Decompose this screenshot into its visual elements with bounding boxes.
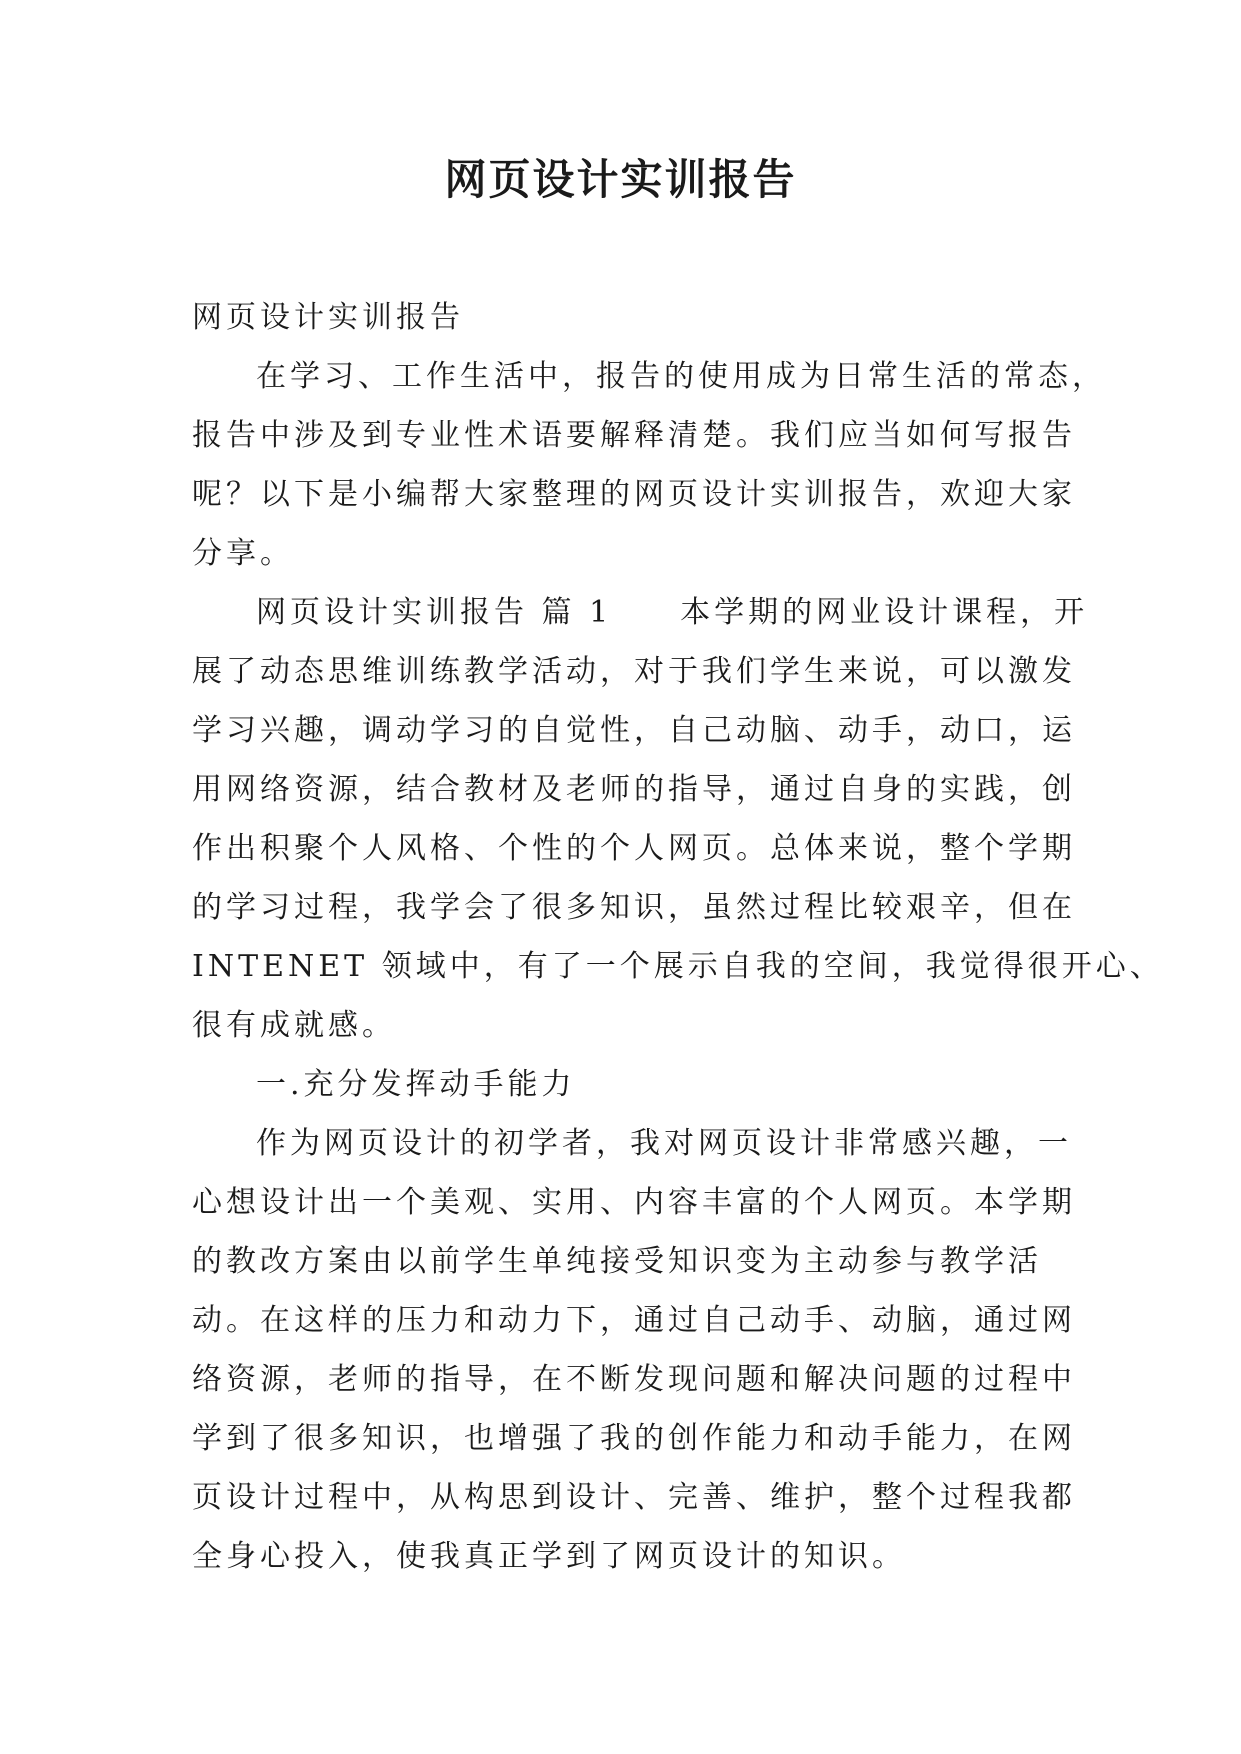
text-line: 报告中涉及到专业性术语要解释清楚。我们应当如何写报告 (192, 418, 1076, 453)
text-line: 动。在这样的压力和动力下，通过自己动手、动脑，通过网 (192, 1303, 1076, 1338)
document-title: 网页设计实训报告 (444, 155, 797, 204)
text-line: 在学习、工作生活中，报告的使用成为日常生活的常态， (256, 359, 1106, 394)
text-line: INTENET 领域中，有了一个展示自我的空间，我觉得很开心、 (192, 949, 1164, 984)
text-line: 一.充分发挥动手能力 (256, 1067, 576, 1102)
text-line: 的教改方案由以前学生单纯接受知识变为主动参与教学活 (192, 1244, 1042, 1279)
text-line: 网页设计实训报告 (192, 300, 464, 335)
text-line: 络资源，老师的指导，在不断发现问题和解决问题的过程中 (192, 1362, 1076, 1397)
text-line: 页设计过程中，从构思到设计、完善、维护，整个过程我都 (192, 1480, 1076, 1515)
text-line: 学习兴趣，调动学习的自觉性，自己动脑、动手，动口，运 (192, 713, 1076, 748)
text-line: 作为网页设计的初学者，我对网页设计非常感兴趣，一 (256, 1126, 1072, 1161)
text-line: 网页设计实训报告 篇 1 本学期的网业设计课程，开 (256, 595, 1089, 630)
text-line: 展了动态思维训练教学活动，对于我们学生来说，可以激发 (192, 654, 1076, 689)
text-line: 心想设计出一个美观、实用、内容丰富的个人网页。本学期 (192, 1185, 1076, 1220)
text-line: 分享。 (192, 536, 294, 571)
text-line: 很有成就感。 (192, 1008, 396, 1043)
text-line: 用网络资源，结合教材及老师的指导，通过自身的实践，创 (192, 772, 1076, 807)
text-line: 呢？以下是小编帮大家整理的网页设计实训报告，欢迎大家 (192, 477, 1076, 512)
document-body (192, 288, 1164, 1586)
text-line: 作出积聚个人风格、个性的个人网页。总体来说，整个学期 (192, 831, 1076, 866)
text-line: 学到了很多知识，也增强了我的创作能力和动手能力，在网 (192, 1421, 1076, 1456)
text-line: 全身心投入，使我真正学到了网页设计的知识。 (192, 1539, 906, 1574)
text-line: 的学习过程，我学会了很多知识，虽然过程比较艰辛，但在 (192, 890, 1076, 925)
